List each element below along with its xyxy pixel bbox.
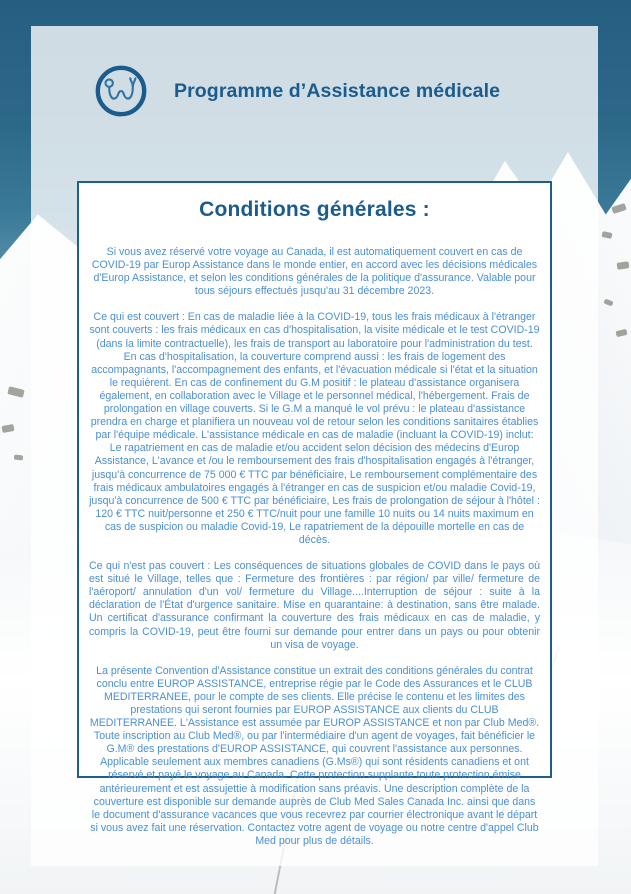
content-panel	[31, 26, 598, 866]
header	[93, 63, 500, 119]
rock-outcrop	[14, 455, 23, 461]
paragraph-convention: La présente Convention d'Assistance constitue un extrait des conditions générales du contrat conclu entre EUROP ASSISTANCE, entreprise régie par le Code des Assurances et le CLUB MEDITERRANEE, pour le compte de ses clients. Elle précise le contenu et les limites des prestations qui seront fournies par EUROP ASSISTANCE aux clients du CLUB MEDITERRANEE. L'Assistance est assumée par EUROP ASSISTANCE et non par Club Med®. Toute inscription au Club Med®, ou par l'intermédiaire d'un agent de voyages, fait bénéficier le G.M® des prestations d'EUROP ASSISTANCE, qui couvrent l'assistance aux personnes. Applicable seulement aux membres canadiens (G.Ms®) qui sont résidents canadiens et ont réservé et payé le voyage au Canada. Cette protection supplante toute protection émise antérieurement et est assujettie à modification sans préavis. Une description complète de la couverture est disponible sur demande auprès de Club Med Sales Canada Inc. ainsi que dans le document d'assurance vacances que vous recevrez par courrier électronique avant le départ si vous avez fait une réservation. Contactez votre agent de voyage ou notre centre d'appel Club Med pour plus de détails.	[89, 664, 540, 847]
conditions-card	[77, 181, 552, 847]
paragraph-not-covered: Ce qui n'est pas couvert : Les conséquences de situations globales de COVID dans le pays où est situé le Village, telles que : Fermeture des frontières : par région/ par ville/ fermeture de l'aéroport/ annulation d'un vol/ fermeture du Village....Interruption de séjour : suite à la déclaration de l'État d'urgence sanitaire. Mise en quarantaine: à destination, sans être malade. Un certificat d'assurance confirmant la couverture des frais médicaux en cas de maladie, y compris la COVID-19, peut être fourni sur demande pour entrer dans un pays ou pour obtenir un visa de voyage.	[89, 560, 540, 651]
card-title: Conditions générales :	[199, 198, 430, 221]
paragraph-covered: Ce qui est couvert : En cas de maladie liée à la COVID-19, tous les frais médicaux à l'étranger sont couverts : les frais médicaux en cas d'hospitalisation, la visite médicale et le test COVID-19 (dans la limite contractuelle), les frais de transport au laboratoire pour l'administration du test. En cas d'hospitalisation, la couverture comprend aussi : les frais de logement des accompagnants, l'accompagnement des enfants, et l'évacuation médicale si l'état et la situation le requièrent. En cas de confinement du G.M positif : le plateau d'assistance organisera également, en collaboration avec le Village et le personnel médical, l'hébergement. Frais de prolongation en village couverts. Si le G.M a manqué le vol prévu : le plateau d'assistance prendra en charge et planifiera un nouveau vol de retour selon les conditions sanitaires établies par l'équipe médicale. L'assistance médicale en cas de maladie (incluant la COVID-19) inclut: Le rapatriement en cas de maladie et/ou accident selon décision des médecins d'Europ Assistance, L'avance et /ou le remboursement des frais d'hospitalisation engagés à l'étranger, jusqu'à concurrence de 75 000 € TTC par bénéficiaire, Le remboursement complémentaire des frais médicaux ambulatoires engagés à l'étranger en cas de suspicion et/ou maladie Covid-19, jusqu'à concurrence de 500 € TTC par bénéficiaire, Les frais de prolongation de séjour à l'hôtel : 120 € TTC nuit/personne et 250 € TTC/nuit pour une famille 10 nuits ou 14 nuits maximum en cas de suspicion ou maladie Covid-19, Le rapatriement de la dépouille mortelle en cas de décès.	[89, 311, 540, 546]
stethoscope-icon	[93, 63, 149, 119]
page-title: Programme d’Assistance médicale	[174, 79, 501, 102]
paragraph-intro: Si vous avez réservé votre voyage au Canada, il est automatiquement couvert en cas de COVID-19 par Europ Assistance dans le monde entier, en accord avec les décisions médicales d'Europ Assistance, et selon les conditions générales de la politique d'assurance. Valable pour tous séjours effectués jusqu'au 31 décembre 2023.	[91, 246, 538, 298]
